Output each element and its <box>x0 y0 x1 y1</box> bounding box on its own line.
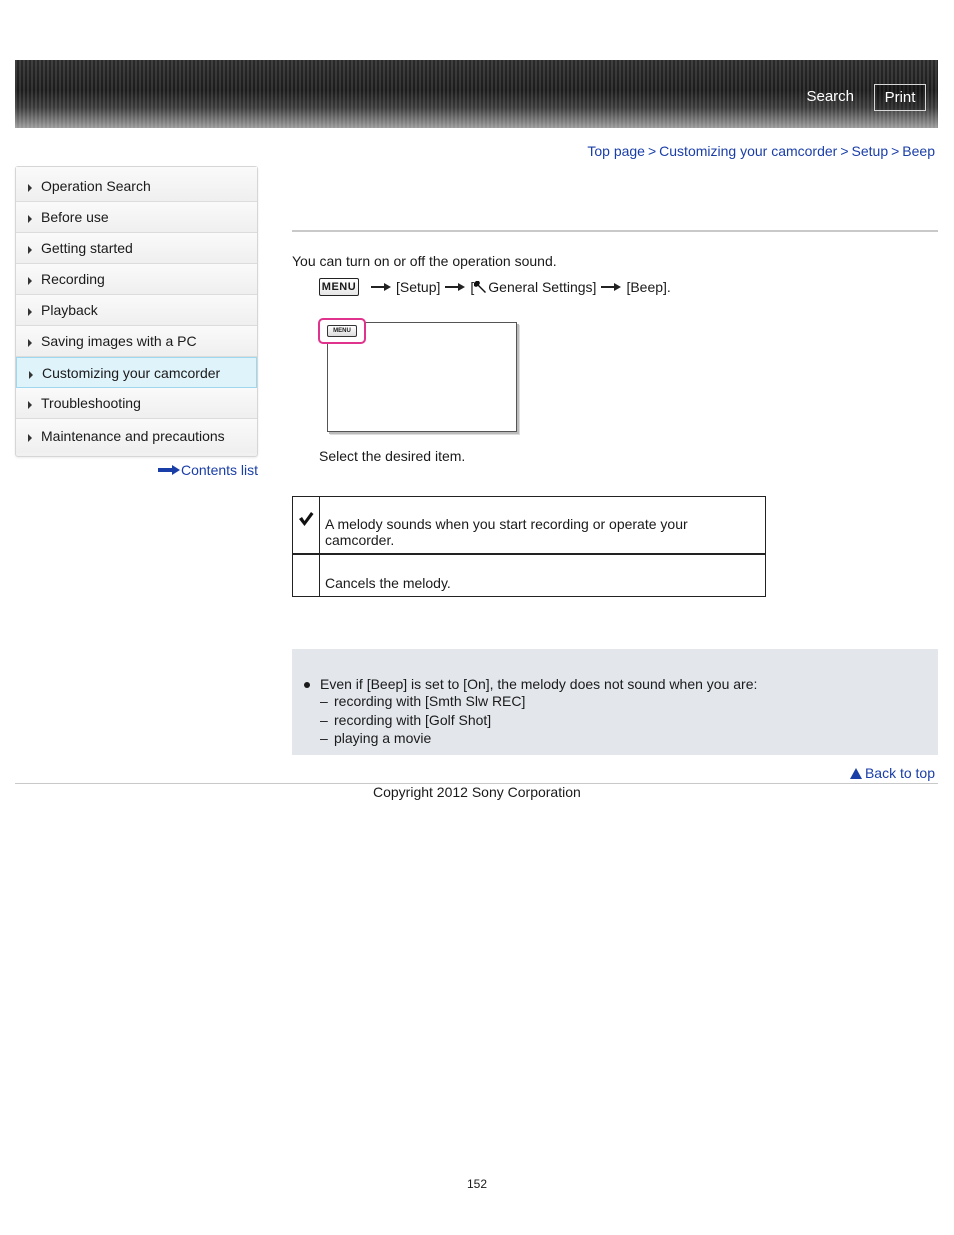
print-button[interactable]: Print <box>874 84 926 111</box>
sidebar-item-maintenance[interactable] <box>16 419 257 453</box>
back-to-top-label: Back to top <box>864 765 935 781</box>
breadcrumb-customizing[interactable]: Customizing your camcorder <box>659 143 838 159</box>
long-arrow-icon <box>371 283 391 291</box>
sidebar-item-label: Customizing your camcorder <box>42 364 221 381</box>
options-table <box>292 496 766 597</box>
menu-path-setup: [Setup] <box>396 279 441 295</box>
search-link[interactable]: Search <box>806 88 854 105</box>
sidebar-item-label: Playback <box>41 302 98 318</box>
note-box <box>292 649 938 755</box>
dash: – <box>320 712 328 728</box>
check-icon <box>298 511 314 527</box>
dash: – <box>320 693 328 709</box>
triangle-right-icon <box>28 215 32 223</box>
option-mark-cell <box>293 497 320 554</box>
note-sub-text: recording with [Smth Slw REC] <box>334 693 526 709</box>
breadcrumb-setup[interactable]: Setup <box>851 143 889 159</box>
menu-button-icon: MENU <box>319 278 359 296</box>
long-arrow-icon <box>601 283 621 291</box>
intro-text: You can turn on or off the operation sound. <box>292 253 557 269</box>
note-sub-item <box>320 693 525 709</box>
sidebar-item-label: Recording <box>41 271 105 287</box>
wrench-icon <box>474 280 488 294</box>
contents-list-label: Contents list <box>181 462 259 478</box>
sidebar-item-troubleshooting[interactable] <box>16 388 257 419</box>
note-sub-item <box>320 712 491 728</box>
header-bar <box>15 60 938 128</box>
sidebar-nav <box>15 166 258 457</box>
page-number: 152 <box>466 1177 488 1191</box>
option-description: Cancels the melody. <box>320 554 766 597</box>
table-row <box>293 497 766 554</box>
note-sub-text: playing a movie <box>334 730 432 746</box>
bullet-icon <box>304 682 310 688</box>
triangle-right-icon <box>28 401 32 409</box>
menu-icon: MENU <box>327 325 357 337</box>
menu-path-bracket: [ <box>470 279 475 295</box>
option-description: A melody sounds when you start recording or operate your camcorder. <box>320 497 766 554</box>
right-arrow-icon <box>158 465 180 475</box>
sidebar-item-label: Operation Search <box>41 178 151 194</box>
sidebar-item-recording[interactable] <box>16 264 257 295</box>
sidebar-item-playback[interactable] <box>16 295 257 326</box>
note-main <box>304 676 757 692</box>
triangle-right-icon <box>29 371 33 379</box>
back-to-top-link[interactable] <box>850 765 935 781</box>
long-arrow-icon <box>445 283 465 291</box>
breadcrumb-separator: > <box>840 143 849 159</box>
sidebar-item-customizing[interactable] <box>16 357 257 388</box>
breadcrumb-separator: > <box>891 143 900 159</box>
menu-button-highlight <box>318 318 366 344</box>
breadcrumb-beep[interactable]: Beep <box>902 143 935 159</box>
copyright: Copyright 2012 Sony Corporation <box>373 784 581 800</box>
sidebar-item-getting-started[interactable] <box>16 233 257 264</box>
sidebar-item-label: Maintenance and precautions <box>41 428 225 444</box>
breadcrumb-separator: > <box>647 143 657 159</box>
table-row <box>293 554 766 597</box>
note-main-text: Even if [Beep] is set to [On], the melody does not sound when you are: <box>320 676 758 692</box>
up-triangle-icon <box>850 768 862 779</box>
select-instruction: Select the desired item. <box>319 448 466 464</box>
sidebar-item-saving-images[interactable] <box>16 326 257 357</box>
triangle-right-icon <box>28 339 32 347</box>
option-mark-cell <box>293 554 320 597</box>
sidebar-item-label: Saving images with a PC <box>41 333 197 349</box>
sidebar-item-label: Before use <box>41 209 109 225</box>
triangle-right-icon <box>28 277 32 285</box>
breadcrumb <box>587 143 935 159</box>
triangle-right-icon <box>28 434 32 442</box>
dash: – <box>320 730 328 746</box>
menu-path-beep: [Beep]. <box>626 279 671 295</box>
sidebar-item-label: Troubleshooting <box>41 395 141 411</box>
note-sub-text: recording with [Golf Shot] <box>334 712 492 728</box>
menu-path <box>319 278 671 296</box>
sidebar-item-label: Getting started <box>41 240 133 256</box>
contents-list-link[interactable] <box>158 462 258 478</box>
sidebar-item-operation-search[interactable] <box>16 167 257 202</box>
triangle-right-icon <box>28 246 32 254</box>
breadcrumb-top-page[interactable]: Top page <box>587 143 645 159</box>
sidebar-item-before-use[interactable] <box>16 202 257 233</box>
triangle-right-icon <box>28 308 32 316</box>
title-divider <box>292 230 938 232</box>
triangle-right-icon <box>28 184 32 192</box>
note-sub-item <box>320 730 431 746</box>
menu-path-general-settings: General Settings] <box>488 279 597 295</box>
